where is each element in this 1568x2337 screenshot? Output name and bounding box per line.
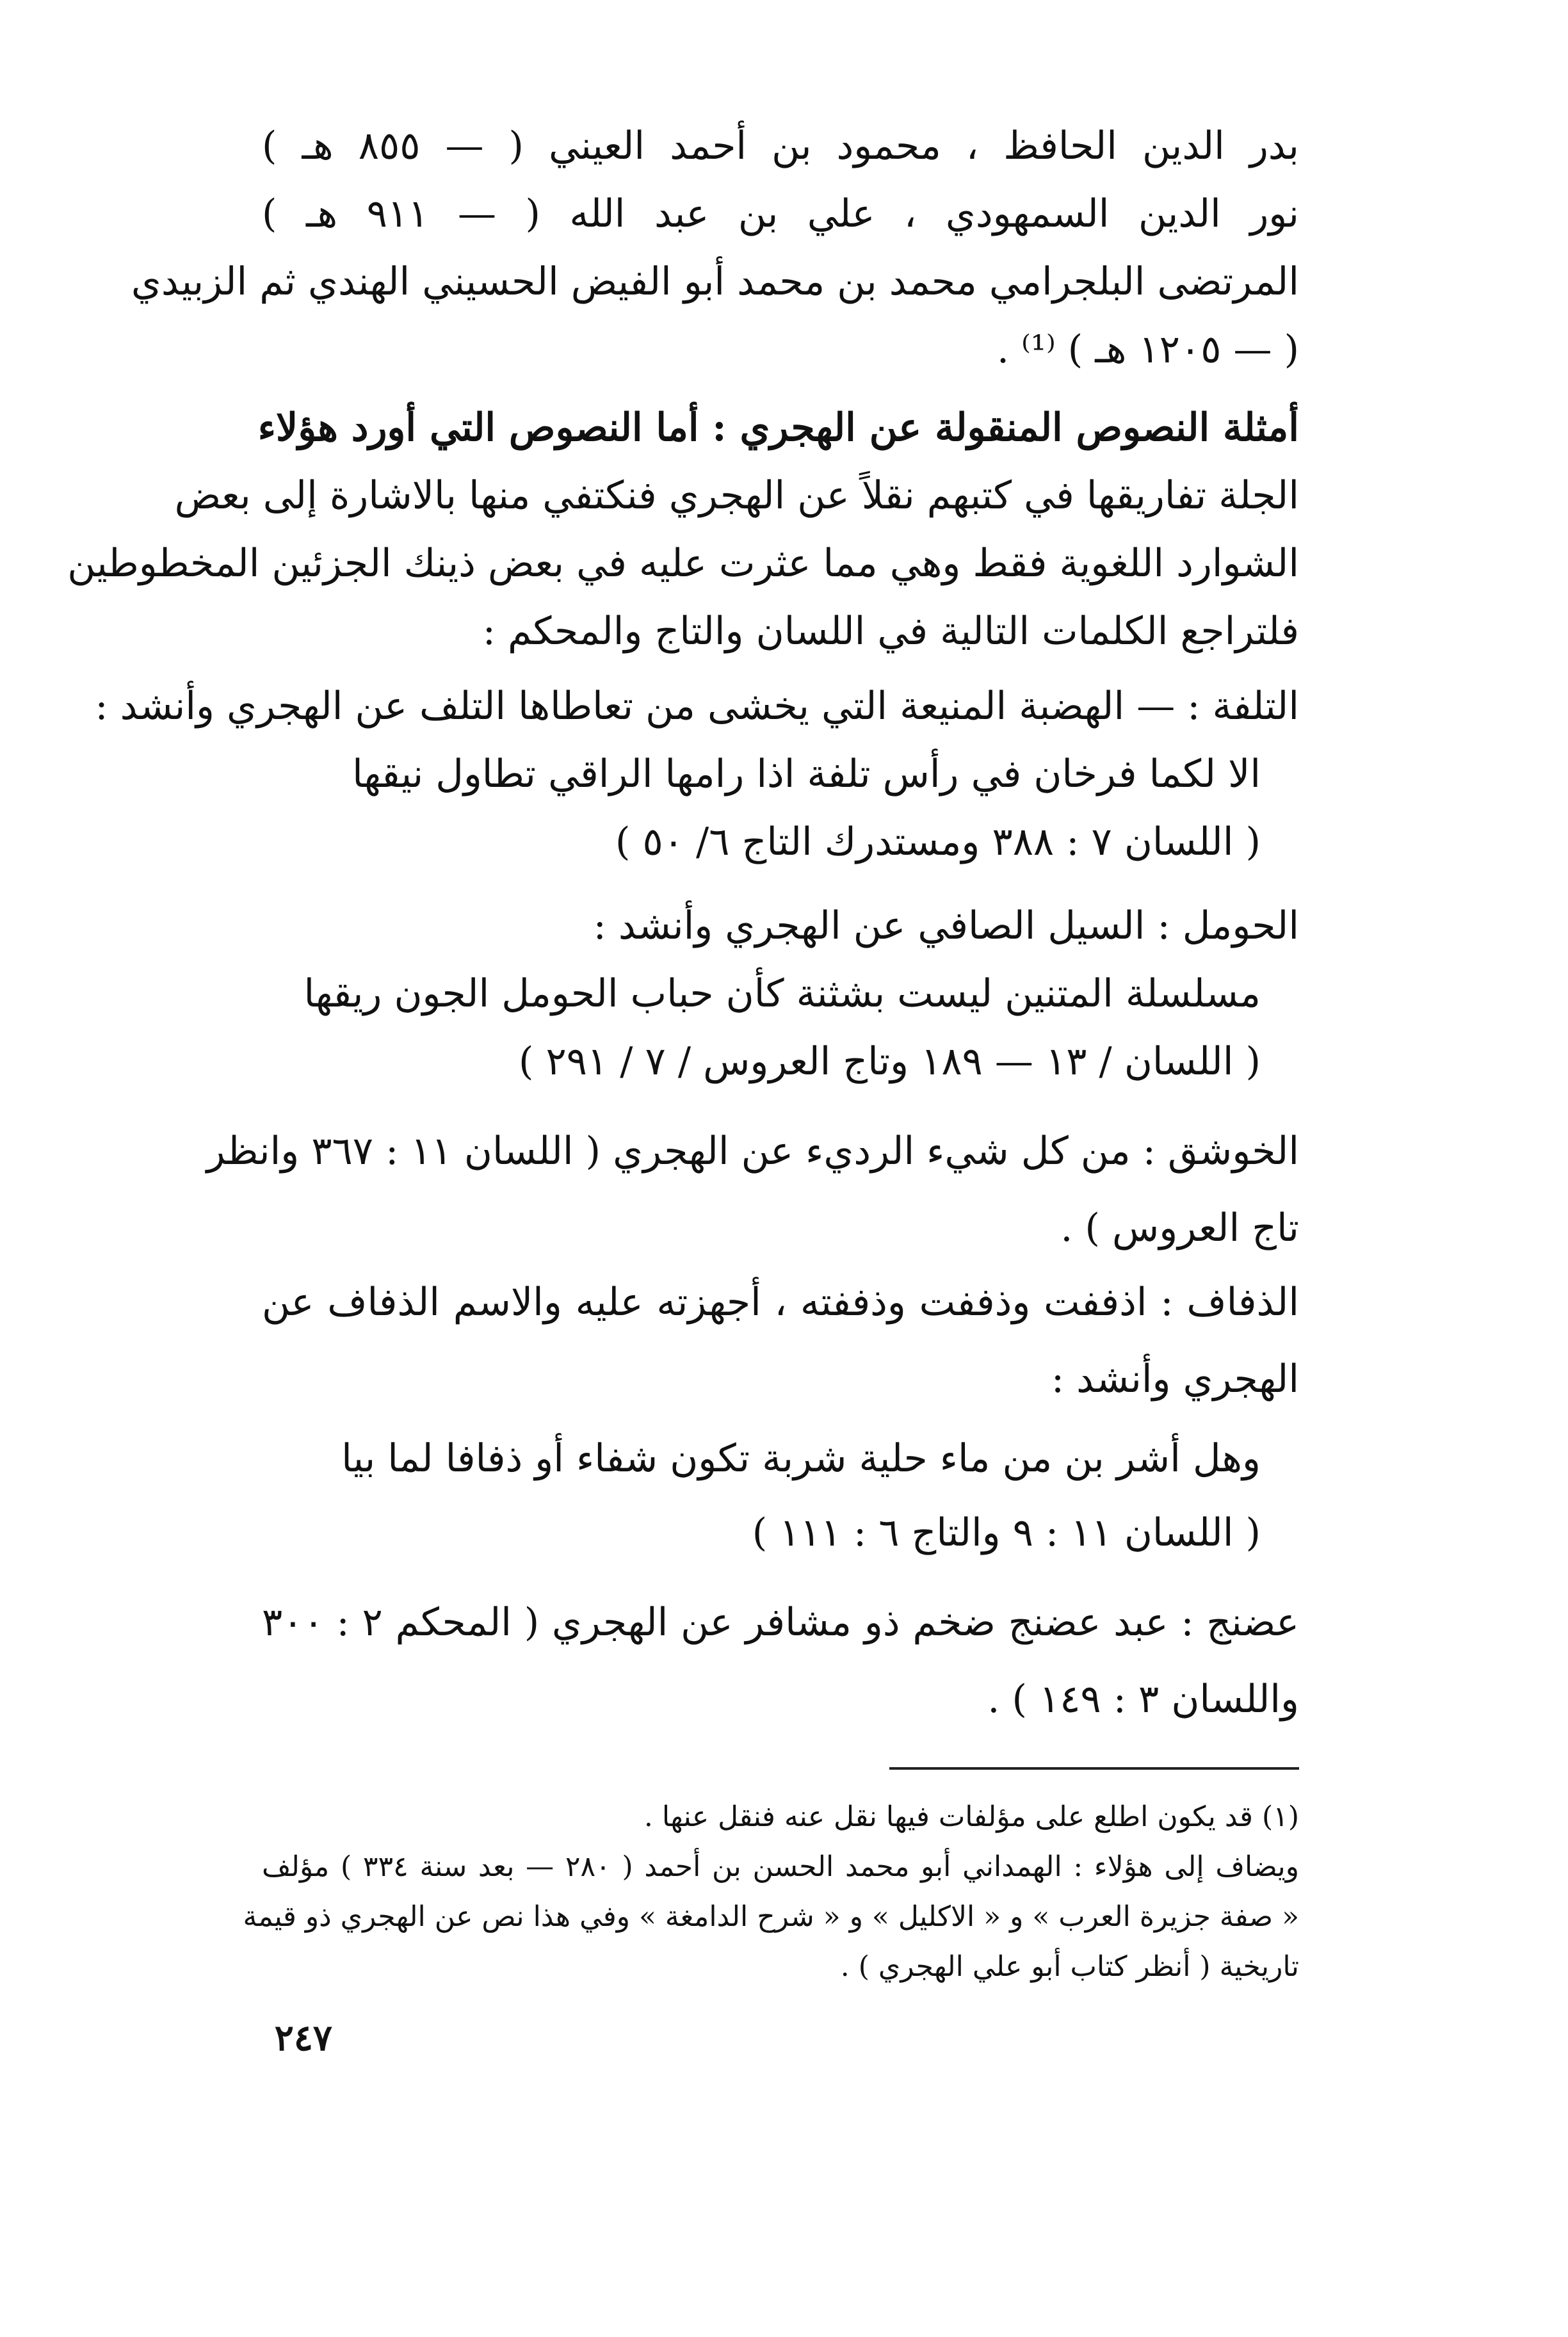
text-line-22: واللسان ٣ : ١٤٩ ) . <box>987 1677 1299 1722</box>
verse-hawmal: مسلسلة المتنين ليست بشثنة كأن حباب الحومل الجون ريقها <box>303 971 1261 1016</box>
reference-tulfa: ( اللسان ٧ : ٣٨٨ ومستدرك التاج ٦/ ٥٠ ) <box>615 820 1261 864</box>
text-line-4: ( — ١٢٠٥ هـ ) ⁽¹⁾ . <box>996 327 1299 372</box>
footnote-1: (١) قد يكون اطلع على مؤلفات فيها نقل عنه فنقل عنها . <box>643 1800 1299 1833</box>
footnote-separator <box>889 1767 1299 1770</box>
verse-dhifaf: وهل أشر بن من ماء حلية شربة تكون شفاء أو ذفافا لما بيا <box>341 1436 1261 1481</box>
text-line-2: نور الدين السمهودي ، علي بن عبد الله ( — ٩١١ هـ ) <box>262 191 1299 236</box>
entry-hawmal: الحومل : السيل الصافي عن الهجري وأنشد : <box>593 903 1299 948</box>
text-line-16: تاج العروس ) . <box>1060 1206 1299 1250</box>
entry-dhifaf: الذفاف : اذففت وذففت وذففته ، أجهزته عليه والاسم الذفاف عن <box>262 1280 1299 1325</box>
footnote-line-2: ويضاف إلى هؤلاء : الهمداني أبو محمد الحسن بن أحمد ( ٢٨٠ — بعد سنة ٣٣٤ ) مؤلف <box>262 1850 1300 1883</box>
reference-dhifaf: ( اللسان ١١ : ٩ والتاج ٦ : ١١١ ) <box>752 1510 1261 1555</box>
entry-tulfa: التلفة : — الهضبة المنيعة التي يخشى من تعاطاها التلف عن الهجري وأنشد : <box>95 684 1299 729</box>
text-line-6: الجلة تفاريقها في كتبهم نقلاً عن الهجري فنكتفي منها بالاشارة إلى بعض <box>174 473 1299 518</box>
footnote-line-3: « صفة جزيرة العرب » و « الاكليل » و « شرح الدامغة » وفي هذا نص عن الهجري ذو قيمة <box>243 1900 1299 1933</box>
reference-hawmal: ( اللسان / ١٣ — ١٨٩ وتاج العروس / ٧ / ٢٩١ ) <box>518 1039 1261 1084</box>
page-number: ٢٤٧ <box>274 2017 332 2059</box>
section-heading-line: أمثلة النصوص المنقولة عن الهجري : أما النصوص التي أورد هؤلاء <box>257 405 1299 450</box>
text-line-3: المرتضى البلجرامي محمد بن محمد أبو الفيض الحسيني الهندي ثم الزبيدي <box>131 259 1299 304</box>
verse-tulfa: الا لكما فرخان في رأس تلفة اذا رامها الراقي تطاول نيقها <box>352 752 1261 797</box>
entry-adanj: عضنج : عبد عضنج ضخم ذو مشافر عن الهجري ( المحكم ٢ : ٣٠٠ <box>262 1600 1299 1645</box>
text-line-1: بدر الدين الحافظ ، محمود بن أحمد العيني ( — ٨٥٥ هـ ) <box>262 124 1299 168</box>
entry-khawshaq: الخوشق : من كل شيء الرديء عن الهجري ( اللسان ١١ : ٣٦٧ وانظر <box>206 1129 1299 1174</box>
text-line-18: الهجري وأنشد : <box>1051 1357 1299 1402</box>
text-line-7: الشوارد اللغوية فقط وهي مما عثرت عليه في بعض ذينك الجزئين المخطوطين <box>67 541 1299 586</box>
text-line-8: فلتراجع الكلمات التالية في اللسان والتاج والمحكم : <box>482 609 1299 654</box>
footnote-line-4: تاريخية ( أنظر كتاب أبو علي الهجري ) . <box>840 1950 1299 1983</box>
